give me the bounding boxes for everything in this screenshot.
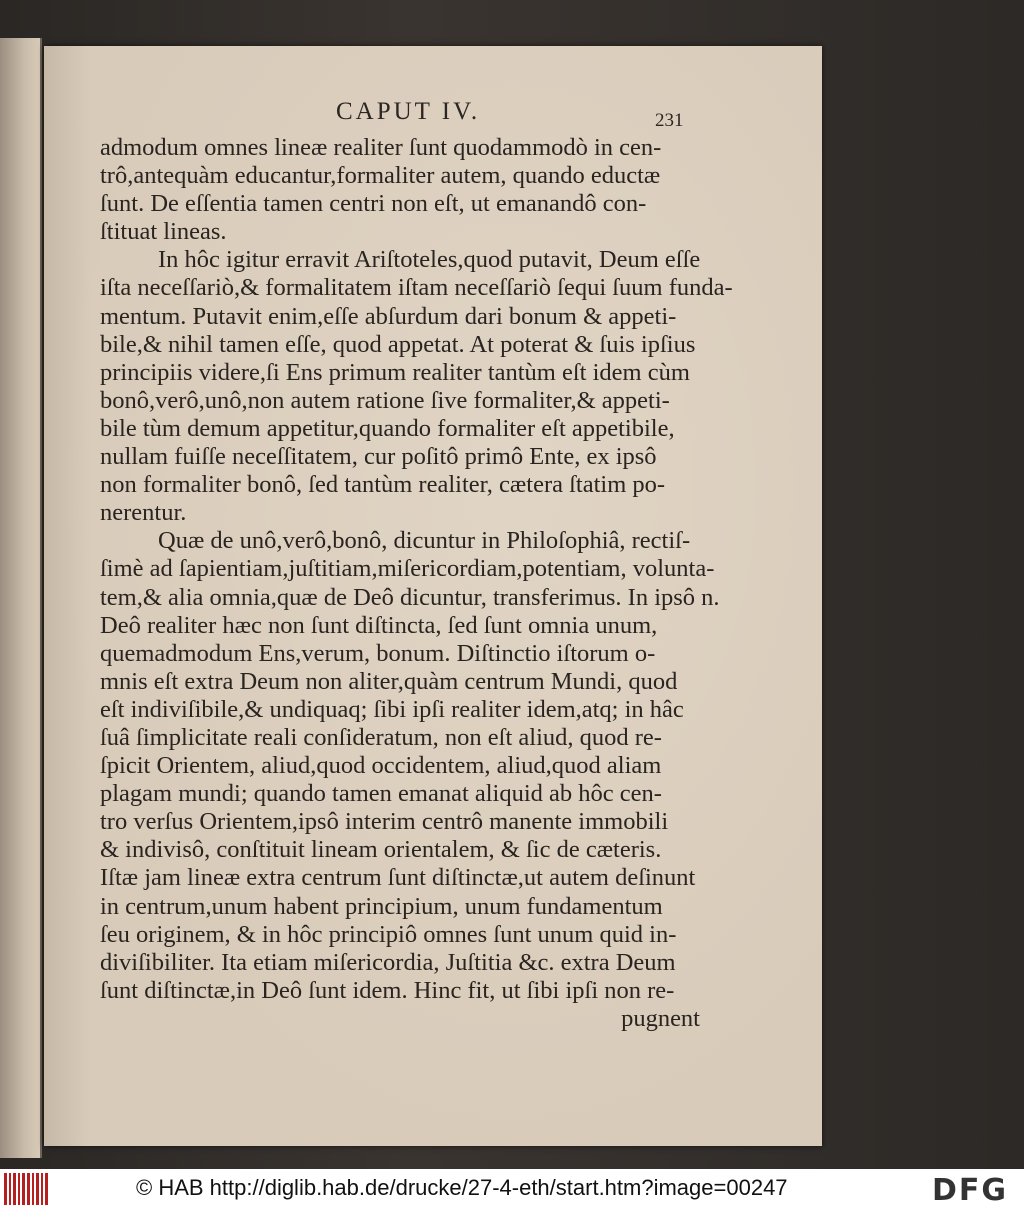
- text-line: trô,antequàm educantur,formaliter autem, quando eductæ: [100, 162, 661, 190]
- body-text: [100, 134, 733, 1033]
- dfg-logo[interactable]: DFG: [932, 1173, 1009, 1208]
- text-line: in centrum,unum habent principium, unum fundamentum: [100, 892, 663, 920]
- text-line: Quæ de unô,verô,bonô, dicuntur in Philoſophiâ, rectiſ-: [158, 527, 691, 555]
- text-line: ſunt. De eſſentia tamen centri non eſt, ut emanandô con-: [100, 190, 647, 218]
- text-line: nerentur.: [100, 499, 187, 527]
- text-line: Iſtæ jam lineæ extra centrum ſunt diſtinctæ,ut autem deſinunt: [100, 864, 696, 892]
- page-header: [0, 98, 1024, 134]
- text-line: mnis eſt extra Deum non aliter,quàm centrum Mundi, quod: [100, 667, 678, 695]
- text-line: eſt indiviſibile,& undiquaq; ſibi ipſi realiter idem,atq; in hâc: [100, 695, 684, 723]
- text-line: & indivisô, conſtituit lineam orientalem, & ſic de cæteris.: [100, 836, 662, 864]
- text-line: ſimè ad ſapientiam,juſtitiam,miſericordiam,potentiam, volunta-: [100, 555, 715, 583]
- text-line: bile tùm demum appetitur,quando formaliter eſt appetibile,: [100, 414, 675, 442]
- text-line: principiis videre,ſi Ens primum realiter tantùm eſt idem cùm: [100, 358, 690, 386]
- text-line: bonô,verô,unô,non autem ratione ſive formaliter,& appeti-: [100, 386, 670, 414]
- text-line: ſuâ ſimplicitate reali conſideratum, non eſt aliud, quod re-: [100, 723, 662, 751]
- previous-page-edge: [0, 38, 42, 1158]
- footer-bar: [0, 1169, 1024, 1209]
- text-line: quemadmodum Ens,verum, bonum. Diſtinctio iſtorum o-: [100, 639, 656, 667]
- text-line: plagam mundi; quando tamen emanat aliquid ab hôc cen-: [100, 780, 662, 808]
- text-line: iſta neceſſariò,& formalitatem iſtam neceſſariò ſequi ſuum funda-: [100, 274, 733, 302]
- copyright-link[interactable]: © HAB http://diglib.hab.de/drucke/27-4-eth/start.htm?image=00247: [136, 1175, 788, 1200]
- text-line: tro verſus Orientem,ipsô interim centrô manente immobili: [100, 808, 669, 836]
- text-line: ſeu originem, & in hôc principiô omnes ſunt unum quid in-: [100, 920, 677, 948]
- running-head: CAPUT IV.: [336, 98, 481, 125]
- text-line: bile,& nihil tamen eſſe, quod appetat. At poterat & ſuis ipſius: [100, 330, 696, 358]
- text-line: ſunt diſtinctæ,in Deô ſunt idem. Hinc fit, ut ſibi ipſi non re-: [100, 976, 675, 1004]
- text-line: pugnent: [621, 1004, 700, 1032]
- text-line: admodum omnes lineæ realiter ſunt quodammodò in cen-: [100, 134, 662, 161]
- text-line: tem,& alia omnia,quæ de Deô dicuntur, transferimus. In ipsô n.: [100, 583, 720, 611]
- text-line: diviſibiliter. Ita etiam miſericordia, Juſtitia &c. extra Deum: [100, 948, 676, 976]
- text-line: ſpicit Orientem, aliud,quod occidentem, aliud,quod aliam: [100, 752, 662, 780]
- text-line: non formaliter bonô, ſed tantùm realiter, cætera ſtatim po-: [100, 471, 666, 499]
- text-line: In hôc igitur erravit Ariſtoteles,quod putavit, Deum eſſe: [158, 246, 701, 274]
- text-line: mentum. Putavit enim,eſſe abſurdum dari bonum & appeti-: [100, 302, 677, 330]
- text-line: nullam fuiſſe neceſſitatem, cur poſitô primô Ente, ex ipsô: [100, 443, 657, 471]
- text-line: Deô realiter hæc non ſunt diſtincta, ſed ſunt omnia unum,: [100, 611, 658, 639]
- page-number: 231: [655, 110, 684, 131]
- text-line: ſtituat lineas.: [100, 218, 227, 246]
- hab-logo-icon[interactable]: [4, 1173, 48, 1205]
